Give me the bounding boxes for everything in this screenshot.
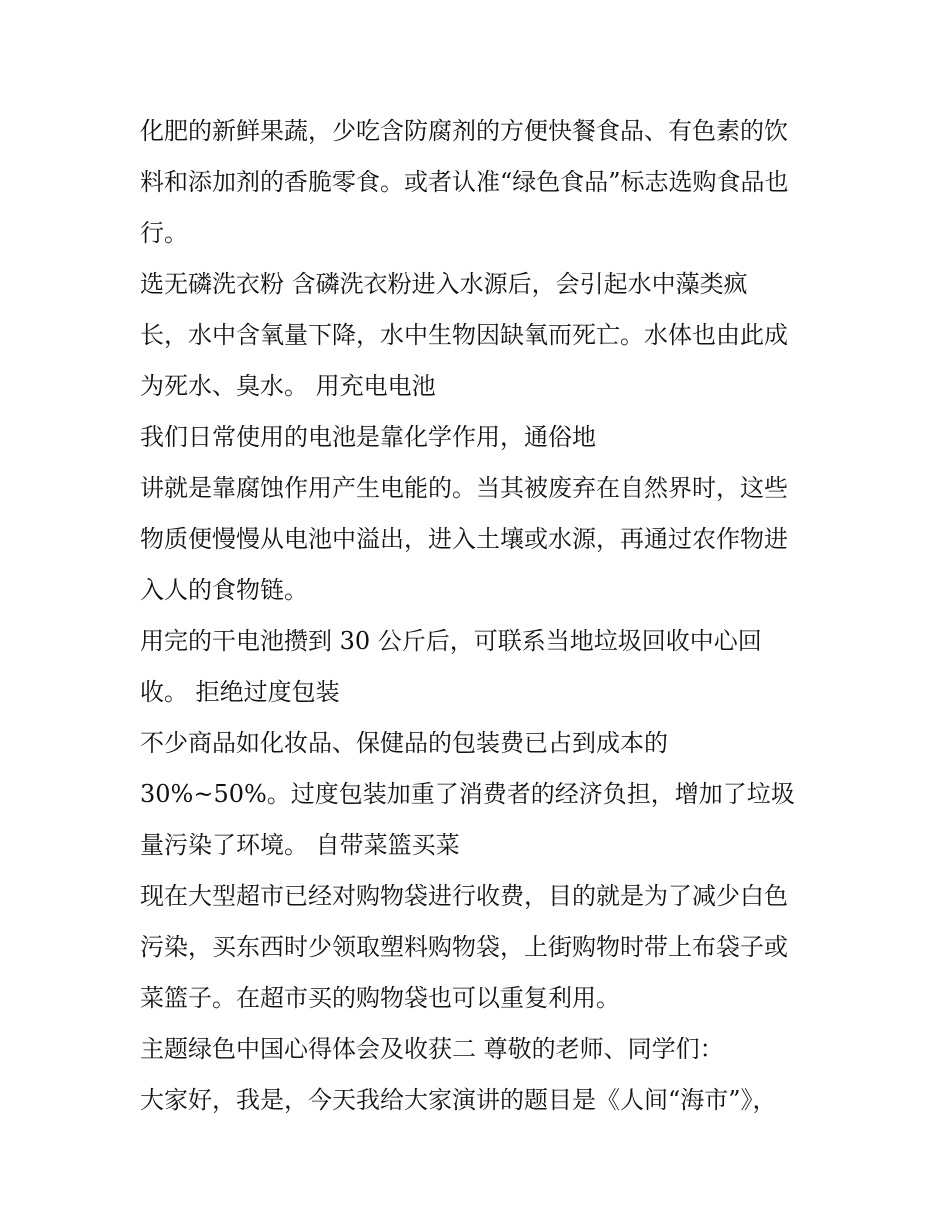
- text-line: 30%~50%。过度包装加重了消费者的经济负担，增加了垃圾: [140, 780, 795, 808]
- text-line: 量污染了环境。 自带菜篮买菜: [140, 831, 460, 859]
- text-line: 菜篮子。在超市买的购物袋也可以重复利用。: [140, 984, 620, 1012]
- text-line: 化肥的新鲜果蔬，少吃含防腐剂的方便快餐食品、有色素的饮: [140, 117, 788, 145]
- text-line: 讲就是靠腐蚀作用产生电能的。当其被废弃在自然界时，这些: [140, 474, 788, 502]
- text-line: 入人的食物链。: [140, 576, 308, 604]
- text-line: 为死水、臭水。 用充电电池: [140, 372, 436, 400]
- text-line: 料和添加剂的香脆零食。或者认准“绿色食品”标志选购食品也: [140, 168, 789, 196]
- text-line: 我们日常使用的电池是靠化学作用，通俗地: [140, 423, 596, 451]
- text-line: 主题绿色中国心得体会及收获二 尊敬的老师、同学们：: [140, 1035, 724, 1063]
- body-text: [140, 106, 830, 1126]
- text-line: 选无磷洗衣粉 含磷洗衣粉进入水源后，会引起水中藻类疯: [140, 270, 748, 298]
- text-line: 不少商品如化妆品、保健品的包装费已占到成本的: [140, 729, 668, 757]
- text-line: 长，水中含氧量下降，水中生物因缺氧而死亡。水体也由此成: [140, 321, 788, 349]
- text-line: 污染，买东西时少领取塑料购物袋，上街购物时带上布袋子或: [140, 933, 788, 961]
- text-line: 收。 拒绝过度包装: [140, 678, 340, 706]
- text-line: 现在大型超市已经对购物袋进行收费，目的就是为了减少白色: [140, 882, 788, 910]
- text-line: 物质便慢慢从电池中溢出，进入土壤或水源，再通过农作物进: [140, 525, 788, 553]
- text-line: 行。: [140, 219, 188, 247]
- text-line: 用完的干电池攒到 30 公斤后，可联系当地垃圾回收中心回: [140, 627, 762, 655]
- text-line: 大家好，我是，今天我给大家演讲的题目是《人间“海市”》，: [140, 1086, 777, 1114]
